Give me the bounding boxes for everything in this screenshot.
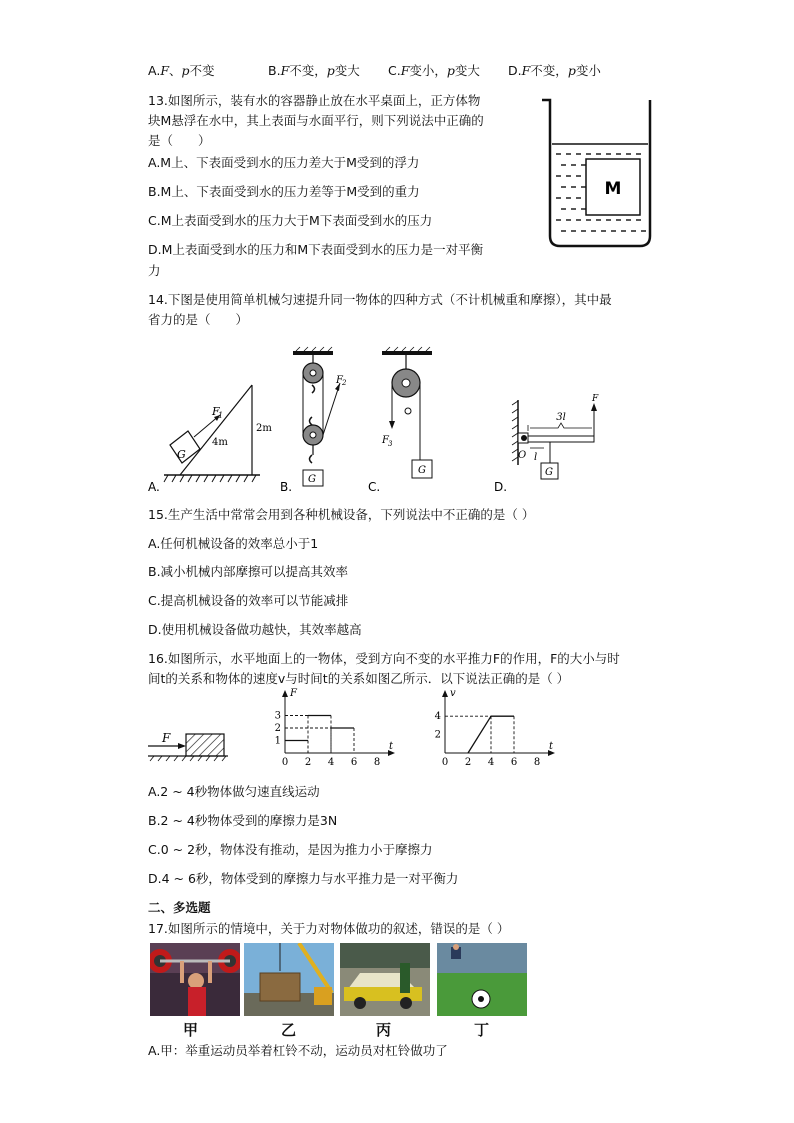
y-axis-label: v (450, 688, 456, 699)
x-tick-label: 6 (510, 757, 518, 768)
x-tick-label: 8 (533, 757, 541, 768)
svg-text:4m: 4m (212, 437, 228, 448)
svg-text:F: F (212, 405, 220, 418)
q13-stem-line3: 是（ ） (148, 133, 211, 148)
x-tick-label: 2 (464, 757, 472, 768)
q14-figures (140, 345, 620, 495)
cube-m-label: M (604, 179, 622, 199)
q13-stem-line1: 13.如图所示，装有水的容器静止放在水平桌面上，正方体物 (148, 93, 481, 108)
svg-text:F: F (162, 731, 171, 745)
incline-figure (148, 385, 272, 494)
q17-stem: 17.如图所示的情境中，关于力对物体做功的叙述，错误的是（ ） (148, 921, 510, 936)
q12-option-b: B.F不变，p变大 (268, 63, 360, 78)
q12-option-c: C.F变小，p变大 (388, 63, 480, 78)
q17-option-a: A.甲：举重运动员举着杠铃不动，运动员对杠铃做功了 (148, 1043, 448, 1058)
svg-text:B.: B. (280, 480, 293, 494)
q13-option-a: A.M上、下表面受到水的压力差大于M受到的浮力 (148, 155, 420, 170)
svg-text:3l: 3l (556, 412, 566, 423)
svg-text:G: G (308, 474, 316, 485)
data-segment (468, 716, 491, 753)
q13-option-d: D.M上表面受到水的压力和M下表面受到水的压力是一对平衡 (148, 242, 484, 257)
soccer-photo (437, 943, 527, 1016)
svg-text:F: F (592, 394, 599, 404)
q13-stem-line2: 块M悬浮在水中，其上表面与水面平行，则下列说法中正确的 (148, 113, 484, 128)
photo-label-yi: 乙 (281, 1021, 297, 1039)
section-heading: 二、多选题 (148, 900, 211, 915)
svg-text:2m: 2m (256, 423, 272, 434)
x-axis-label: t (549, 741, 554, 752)
q15-option-d: D.使用机械设备做功越快，其效率越高 (148, 622, 362, 637)
car-photo (340, 943, 430, 1016)
y-axis-label: F (290, 688, 297, 699)
svg-text:F: F (336, 375, 343, 386)
q14-stem-line2: 省力的是（ ） (148, 312, 249, 327)
photo-label-bing: 丙 (376, 1021, 392, 1039)
y-tick-label: 3 (274, 710, 281, 722)
svg-text:G: G (177, 448, 186, 461)
svg-text:C.: C. (368, 480, 381, 494)
x-axis-label: t (389, 741, 394, 752)
svg-text:O: O (518, 450, 527, 461)
svg-text:G: G (418, 465, 426, 476)
y-axis-arrow (442, 690, 448, 697)
q15-option-a: A.任何机械设备的效率总小于1 (148, 536, 319, 551)
q13-option-d-cont: 力 (148, 263, 161, 278)
x-tick-label: 4 (487, 757, 495, 768)
force-time-chart (270, 688, 410, 773)
y-axis-arrow (282, 690, 288, 697)
q15-option-b: B.减小机械内部摩擦可以提高其效率 (148, 564, 349, 579)
x-tick-label: 0 (441, 757, 449, 768)
q12-option-a: A.F、p不变 (148, 63, 215, 78)
x-tick-label: 6 (350, 757, 358, 768)
svg-text:G: G (545, 467, 553, 478)
svg-text:1: 1 (218, 411, 224, 420)
svg-text:l: l (534, 452, 538, 463)
x-tick-label: 2 (304, 757, 312, 768)
x-tick-label: 4 (327, 757, 335, 768)
photo-label-ding: 丁 (474, 1021, 490, 1039)
q16-option-c: C.0 ~ 2秒，物体没有推动，是因为推力小于摩擦力 (148, 842, 433, 857)
q15-stem: 15.生产生活中常常会用到各种机械设备，下列说法中不正确的是（ ） (148, 507, 535, 522)
q15-option-c: C.提高机械设备的效率可以节能减排 (148, 593, 349, 608)
x-tick-label: 0 (281, 757, 289, 768)
svg-text:D.: D. (494, 480, 508, 494)
x-tick-label: 8 (373, 757, 381, 768)
lever-figure (494, 394, 599, 494)
q12-option-d: D.F不变，p变小 (508, 63, 601, 78)
q16-stem-line1: 16.如图所示，水平地面上的一物体，受到方向不变的水平推力F的作用，F的大小与时 (148, 651, 620, 666)
velocity-time-chart (430, 688, 570, 773)
crane-photo (244, 943, 334, 1016)
q13-option-b: B.M上、下表面受到水的压力差等于M受到的重力 (148, 184, 420, 199)
photo-label-jia: 甲 (183, 1021, 199, 1039)
y-tick-label: 1 (274, 735, 281, 747)
q16-option-d: D.4 ~ 6秒，物体受到的摩擦力与水平推力是一对平衡力 (148, 871, 459, 886)
y-tick-label: 4 (434, 711, 441, 723)
q16-option-a: A.2 ~ 4秒物体做匀速直线运动 (148, 784, 320, 799)
svg-text:A.: A. (148, 480, 160, 494)
q16-option-b: B.2 ~ 4秒物体受到的摩擦力是3N (148, 813, 338, 828)
weightlifter-photo (150, 943, 240, 1016)
y-tick-label: 2 (274, 723, 281, 734)
q14-stem-line1: 14.下图是使用简单机械匀速提升同一物体的四种方式（不计机械重和摩擦），其中最 (148, 292, 612, 307)
svg-text:F: F (382, 435, 389, 446)
beaker-figure (540, 96, 660, 251)
y-tick-label: 2 (434, 729, 441, 741)
svg-text:3: 3 (388, 440, 393, 448)
pulley-block-figure (280, 347, 347, 494)
q16-stem-line2: 间t的关系和物体的速度v与时间t的关系如图乙所示．以下说法正确的是（ ） (148, 671, 570, 686)
push-block-figure (148, 730, 228, 770)
q13-option-c: C.M上表面受到水的压力大于M下表面受到水的压力 (148, 213, 433, 228)
svg-text:2: 2 (342, 379, 347, 387)
fixed-pulley-figure (368, 347, 432, 494)
